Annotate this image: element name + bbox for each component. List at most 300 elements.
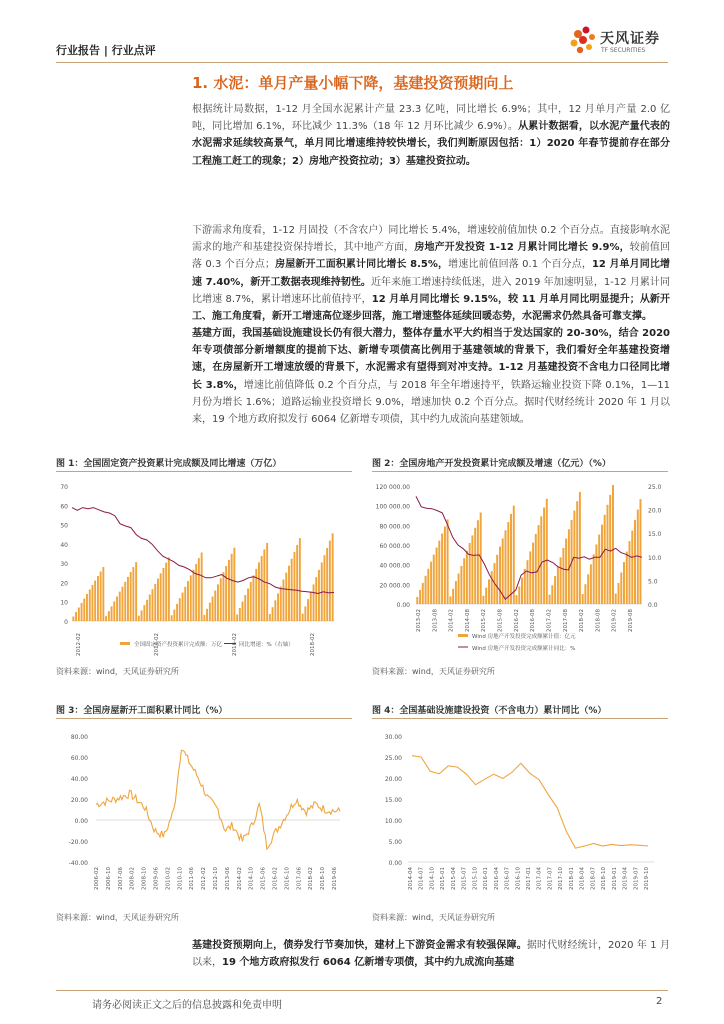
x-tick-label: 2013-06	[224, 867, 231, 890]
bar	[587, 574, 589, 604]
page-number: 2	[656, 996, 663, 1007]
bar	[447, 519, 449, 604]
y-tick-label-left: 120 000.00	[375, 484, 410, 491]
bar	[629, 541, 631, 604]
bar	[124, 582, 126, 621]
x-tick-label: 2012-02	[76, 633, 82, 656]
bar	[427, 569, 429, 604]
bar	[516, 595, 518, 604]
x-tick-label: 2013-02	[416, 609, 422, 632]
x-tick-label: 2015-10	[472, 867, 479, 890]
bar	[92, 585, 94, 621]
y-tick-label-left: 80 000.00	[379, 523, 410, 531]
x-tick-label: 2019-02	[611, 609, 618, 632]
x-tick-label: 2017-07	[547, 867, 554, 890]
bar	[546, 499, 548, 604]
y-tick-label: 5.00	[388, 839, 402, 846]
x-tick-label: 2016-02	[272, 867, 279, 890]
bar	[626, 552, 628, 604]
series-line	[412, 756, 648, 848]
bar	[277, 593, 279, 621]
x-tick-label: 2014-10	[248, 867, 255, 890]
bar	[554, 576, 556, 604]
bar	[304, 606, 306, 621]
bar	[332, 533, 334, 621]
text-run: 较前值回落 0.3 个百分点；	[192, 242, 671, 271]
bar	[146, 600, 148, 621]
text-run: 下游需求角度看，1-12 月固投（不含农户）同比增长 5.4%，增速较前值加快 0.2 个百分点。直接影响水泥需求的地产和基建投资保持增长，其中地产方面，	[192, 225, 670, 254]
x-tick-label: 2008-02	[129, 867, 136, 890]
x-tick-label: 2019-06	[332, 867, 338, 890]
bar	[263, 549, 265, 621]
bar	[258, 562, 260, 621]
bar	[474, 528, 476, 604]
y-tick-label-left: 100 000.00	[375, 503, 410, 511]
y-tick-label: 25.00	[384, 755, 402, 762]
legend-label-bar: Wind 房地产开发投资完成额累计值：亿元	[472, 634, 576, 640]
x-tick-label: 2019-04	[622, 867, 629, 890]
bar	[499, 547, 501, 604]
y-tick-label: 60.00	[70, 755, 88, 762]
bar	[615, 594, 617, 605]
bar	[261, 556, 263, 621]
bar	[562, 548, 564, 604]
bar	[422, 583, 424, 604]
bar	[430, 562, 432, 604]
bar	[272, 607, 274, 621]
bar	[612, 485, 614, 604]
y-tick-label: 0	[64, 619, 68, 626]
bar	[436, 548, 438, 604]
x-tick-label: 2016-10	[515, 867, 522, 890]
bar	[217, 584, 219, 621]
x-tick-label: 2015-04	[450, 867, 457, 890]
y-tick-label: 15.00	[384, 797, 402, 804]
bar	[97, 576, 99, 621]
chart-new-construction-area	[56, 724, 352, 904]
bar	[176, 604, 178, 621]
x-tick-label: 2016-04	[493, 867, 500, 890]
y-tick-label: -40.00	[68, 860, 88, 867]
x-tick-label: 2019-01	[611, 867, 618, 890]
text-run-bold: 12 月单月同比增速 7.40%，新开工数据表现维持韧性。	[192, 259, 670, 288]
section-title: 1. 水泥：单月产量小幅下降，基建投资预期向上	[192, 74, 514, 92]
x-tick-label: 2018-01	[568, 867, 575, 890]
y-tick-label: 20.00	[70, 797, 88, 804]
bar	[460, 566, 462, 604]
x-tick-label: 2018-10	[601, 867, 608, 890]
x-tick-label: 2012-02	[201, 867, 208, 890]
bar	[296, 545, 298, 621]
bar	[225, 566, 227, 621]
legend-label-line: 同比增速：%（右轴）	[239, 642, 294, 648]
x-tick-label: 2014-02	[236, 867, 243, 890]
x-tick-label: 2016-08	[530, 609, 537, 632]
text-run-bold: 基建方面，我国基础设施建设长仍有很大潜力，整体存量水平大约相当于发达国家的 20-30%，结合 2020 年专项债部分新增额度的提前下达、新增专项债高比例用于基建领域的背景下，我们看好全年基建投资增速，在房屋新开工增速放缓的背景下，水泥需求有望得到对冲支持。1-12 月基建投资不含电力口径同比增长 3.8%，	[192, 328, 670, 391]
bar	[165, 563, 167, 621]
bar	[122, 587, 124, 621]
figure-3-divider	[56, 718, 352, 719]
text-run-bold: 从累计数据看，以水泥产量代表的水泥需求延续较高景气，单月同比增速维持较快增长，我们判断原因包括：1）2020 年春节提前存在部分工程施工赶工的现象；2）房地产投资拉动；3）基建投资拉动。	[192, 121, 670, 167]
bar	[631, 531, 633, 604]
legend-swatch-bar	[120, 642, 130, 645]
x-tick-label: 2006-10	[105, 867, 112, 890]
bar	[601, 525, 603, 604]
y-tick-label-right: 0.0	[648, 602, 658, 609]
text-run-bold: 19 个地方政府拟发行 6064 亿新增专项债，其中约九成流向基建	[222, 957, 515, 969]
x-tick-label: 2016-10	[284, 867, 291, 890]
bar	[239, 608, 241, 621]
bar	[220, 578, 222, 621]
bar	[565, 539, 567, 604]
bar	[584, 584, 586, 604]
bar	[152, 589, 154, 621]
x-tick-label: 2017-02	[546, 609, 553, 632]
y-tick-label: 30.00	[384, 734, 402, 741]
y-tick-label: -20.00	[68, 839, 88, 846]
bar	[315, 577, 317, 621]
bar	[529, 551, 531, 604]
bar	[190, 575, 192, 621]
x-tick-label: 2013-08	[432, 609, 439, 632]
bar	[593, 554, 595, 604]
figure-4-source: 资料来源：wind，天风证券研究所	[372, 913, 495, 922]
bar	[507, 522, 509, 604]
bar	[477, 520, 479, 604]
figure-3-source: 资料来源：wind，天风证券研究所	[56, 913, 179, 922]
x-tick-label: 2018-04	[579, 867, 586, 890]
y-tick-label-right: 25.0	[648, 484, 662, 491]
x-tick-label: 2017-01	[526, 867, 532, 890]
bar	[482, 596, 484, 604]
text-run: 增速比前值降低 0.2 个百分点，与 2018 年全年增速持平，铁路运输业投资下降 0.1%，1—11 月份为增长 1.6%；道路运输业投资增长 9.0%，增速加快 0.2 个百分点。据时代财经统计 2020 年 1 月以来，19 个地方政府拟发行 6064 亿新增专项债，其中约九成流向基建领域。	[192, 379, 670, 426]
header-divider	[56, 62, 668, 63]
y-tick-label: 20	[60, 580, 68, 588]
figure-1-divider	[56, 471, 352, 472]
x-tick-label: 2015-06	[260, 867, 267, 890]
paragraph-downstream-demand	[192, 222, 670, 325]
bar	[72, 617, 74, 622]
bar	[195, 564, 197, 621]
bar	[247, 589, 249, 622]
x-tick-label: 2017-10	[558, 867, 565, 890]
figure-4-divider	[372, 718, 668, 719]
y-tick-label: 0.00	[74, 818, 88, 825]
x-tick-label: 2012-10	[213, 867, 219, 890]
bar	[201, 553, 203, 622]
bar	[179, 598, 181, 621]
bar	[609, 495, 611, 604]
y-tick-label-left: 40 000.00	[379, 562, 410, 570]
x-tick-label: 2017-06	[296, 867, 303, 890]
bar	[250, 582, 252, 621]
text-run: 据时代财经统计，2020 年 1 月以来，	[192, 940, 670, 969]
bar	[416, 597, 418, 604]
x-tick-label: 2014-07	[418, 867, 425, 890]
bar	[135, 562, 137, 621]
bar	[518, 587, 520, 605]
bar	[187, 581, 189, 621]
bar	[78, 608, 80, 622]
y-tick-label: 10.00	[384, 818, 402, 825]
text-run-bold: 房地产开发投资 1-12 月累计同比增长 9.9%，	[414, 242, 630, 254]
bar	[579, 492, 581, 604]
bar	[285, 573, 287, 621]
bar	[505, 530, 507, 604]
series-line	[96, 750, 340, 849]
bar	[540, 516, 542, 604]
y-tick-label-left: 60 000.00	[379, 543, 410, 550]
text-run-bold: 基建投资预期向上，债券发行节奏加快，建材上下游资金需求有较强保障。	[192, 940, 527, 951]
x-tick-label: 2006-02	[94, 867, 100, 890]
figure-3-title: 图 3：全国房屋新开工面积累计同比（%）	[56, 706, 228, 716]
bar	[228, 560, 230, 621]
bar	[184, 587, 186, 621]
bar	[86, 594, 88, 621]
bar	[532, 543, 534, 604]
bar	[318, 570, 320, 621]
x-tick-label: 2018-10	[320, 867, 327, 890]
brand-name-en: TF SECURITIES	[601, 47, 646, 54]
bar	[620, 573, 622, 605]
x-tick-label: 2019-07	[633, 867, 640, 890]
x-tick-label: 2018-02	[310, 633, 316, 656]
y-tick-label: 10	[60, 599, 68, 607]
bar	[233, 548, 235, 621]
bar	[206, 609, 208, 621]
chart-real-estate-investment	[372, 476, 668, 656]
bar	[108, 611, 110, 621]
bar	[242, 602, 244, 622]
bar	[510, 514, 512, 604]
bar	[280, 586, 282, 621]
bar	[329, 541, 331, 621]
x-tick-label: 2014-08	[464, 609, 471, 632]
bar	[590, 564, 592, 604]
bar	[171, 615, 173, 621]
bar	[623, 562, 625, 604]
x-tick-label: 2015-02	[481, 609, 488, 632]
bar	[302, 614, 304, 621]
x-tick-label: 2014-04	[408, 867, 414, 890]
x-tick-label: 2007-06	[117, 867, 124, 890]
bar	[521, 578, 523, 604]
y-tick-label-left: 0.00	[396, 602, 410, 609]
bar	[141, 610, 143, 621]
bar	[582, 594, 584, 604]
bar	[310, 592, 312, 621]
bar	[455, 581, 457, 604]
x-tick-label: 2018-07	[590, 867, 597, 890]
bar	[466, 551, 468, 604]
bar	[438, 541, 440, 604]
y-tick-label-right: 20.0	[648, 507, 662, 515]
bar	[425, 576, 427, 604]
bar	[236, 615, 238, 622]
bar	[538, 525, 540, 604]
y-tick-label: 40	[60, 541, 68, 549]
bar	[576, 501, 578, 604]
bar	[113, 601, 115, 621]
bar	[157, 579, 159, 621]
legend-label-line: Wind 房地产开发投资完成额累计同比：%	[472, 646, 576, 652]
text-run: 根据统计局数据，1-12 月全国水泥累计产量 23.3 亿吨，同比增长 6.9%；其中，12 月单月产量 2.0 亿吨，同比增加 6.1%，环比减少 11.3%（18 年 12 月环比减少 6.9%）。	[192, 104, 670, 133]
bar	[283, 580, 285, 622]
bar	[253, 575, 255, 621]
brand-name: 天风证券	[600, 31, 660, 47]
bar	[449, 596, 451, 604]
bar	[433, 555, 435, 604]
bar	[214, 591, 216, 622]
y-tick-label: 70	[60, 484, 68, 491]
x-tick-label: 2014-10	[429, 867, 436, 890]
bar	[173, 610, 175, 621]
chart-fixed-asset-investment	[56, 476, 352, 656]
chart-infrastructure-investment	[372, 724, 668, 904]
bar	[326, 548, 328, 621]
x-tick-label: 2016-01	[483, 867, 490, 890]
x-tick-label: 2015-08	[497, 609, 504, 632]
bar	[463, 558, 465, 604]
bar	[469, 543, 471, 604]
figure-2-divider	[372, 471, 668, 472]
bar	[595, 545, 597, 605]
bar	[119, 592, 121, 621]
bar	[223, 572, 225, 621]
text-run: 近年来施工增速持续低迷，进入 2019 年加速明显，1-12 月累计同比增速 8.7%，累计增速环比前值持平，	[192, 276, 670, 305]
x-tick-label: 2015-07	[461, 867, 468, 890]
figure-1-title: 图 1：全国固定资产投资累计完成额及同比增速（万亿）	[56, 459, 282, 469]
bar	[130, 572, 132, 621]
x-tick-label: 2016-02	[232, 633, 238, 656]
bar	[143, 605, 145, 621]
bar	[299, 538, 301, 621]
y-tick-label-left: 20 000.00	[379, 582, 410, 590]
bar	[274, 600, 276, 621]
bar	[491, 571, 493, 604]
bar	[231, 554, 233, 621]
bar	[527, 560, 529, 604]
bar	[75, 612, 77, 621]
bar	[193, 570, 195, 621]
bar	[255, 569, 257, 621]
bar	[209, 603, 211, 621]
bar	[269, 614, 271, 621]
report-category: 行业报告 | 行业点评	[56, 44, 156, 57]
bar	[471, 535, 473, 604]
bar	[266, 543, 268, 621]
bar	[557, 567, 559, 604]
x-tick-label: 2017-08	[562, 609, 569, 632]
figure-1-source: 资料来源：wind，天风证券研究所	[56, 667, 179, 676]
legend-label-bar: 全国固定资产投资累计完成额：万亿	[134, 642, 223, 648]
y-tick-label: 60	[60, 503, 68, 511]
paragraph-bond-issuance	[192, 937, 670, 971]
paragraph-cement-output	[192, 101, 670, 170]
bar	[160, 573, 162, 621]
text-run-bold: 房屋新开工面积累计同比增长 8.5%，	[275, 259, 449, 271]
bar	[634, 520, 636, 604]
y-tick-label: 80.00	[70, 734, 88, 741]
bar	[324, 555, 326, 621]
bar	[598, 535, 600, 604]
x-tick-label: 2018-02	[579, 609, 586, 632]
bar	[100, 572, 102, 622]
x-tick-label: 2014-02	[154, 633, 160, 656]
bar	[419, 590, 421, 604]
bar	[288, 566, 290, 621]
bar	[116, 597, 118, 622]
bar	[111, 606, 113, 621]
x-tick-label: 2010-10	[177, 867, 184, 890]
bar	[154, 584, 156, 621]
bar	[607, 505, 609, 604]
bar	[313, 584, 315, 621]
bar	[163, 568, 165, 621]
bar	[244, 595, 246, 621]
bar	[513, 506, 515, 604]
bar	[444, 527, 446, 605]
bar	[132, 567, 134, 621]
x-tick-label: 2019-08	[628, 609, 634, 632]
bar	[212, 597, 214, 621]
y-tick-label-right: 5.0	[648, 578, 658, 586]
bar	[488, 579, 490, 604]
bar	[441, 534, 443, 605]
legend-swatch-bar	[458, 634, 468, 637]
x-tick-label: 2011-06	[189, 867, 196, 890]
figure-2-source: 资料来源：wind，天风证券研究所	[372, 667, 495, 676]
paragraph-infrastructure	[192, 325, 670, 428]
bar	[182, 593, 184, 622]
x-tick-label: 2008-10	[141, 867, 148, 890]
bar	[618, 583, 620, 604]
bar	[604, 515, 606, 604]
bar	[138, 616, 140, 621]
bar	[549, 595, 551, 604]
y-tick-label-right: 15.0	[648, 531, 662, 539]
x-tick-label: 2017-04	[536, 867, 543, 890]
y-tick-label: 40.00	[70, 776, 88, 783]
bar	[198, 558, 200, 621]
bar	[307, 599, 309, 621]
y-tick-label-right: 10.0	[648, 554, 662, 562]
x-tick-label: 2016-07	[504, 867, 511, 890]
bar	[294, 552, 296, 621]
figure-4-title: 图 4：全国基础设施建设投资（不含电力）累计同比（%）	[372, 706, 607, 716]
bar	[560, 557, 562, 604]
y-tick-label: 20.00	[384, 776, 402, 783]
bar	[89, 590, 91, 622]
bar	[640, 499, 642, 604]
x-tick-label: 2015-01	[440, 867, 447, 890]
bar	[102, 567, 104, 621]
y-tick-label: 0.00	[388, 860, 402, 867]
bar	[551, 585, 553, 604]
bar	[149, 595, 151, 622]
x-tick-label: 2018-02	[308, 867, 315, 890]
footer-disclaimer: 请务必阅读正文之后的信息披露和免责申明	[92, 1000, 282, 1011]
bar	[485, 588, 487, 604]
bar	[458, 574, 460, 605]
bar	[452, 589, 454, 604]
bar	[127, 577, 129, 621]
bar	[81, 603, 83, 621]
x-tick-label: 2010-02	[165, 867, 172, 890]
bar	[94, 581, 96, 622]
figure-2-title: 图 2：全国房地产开发投资累计完成额及增速（亿元）（%）	[372, 459, 611, 469]
y-tick-label: 30	[60, 561, 68, 569]
